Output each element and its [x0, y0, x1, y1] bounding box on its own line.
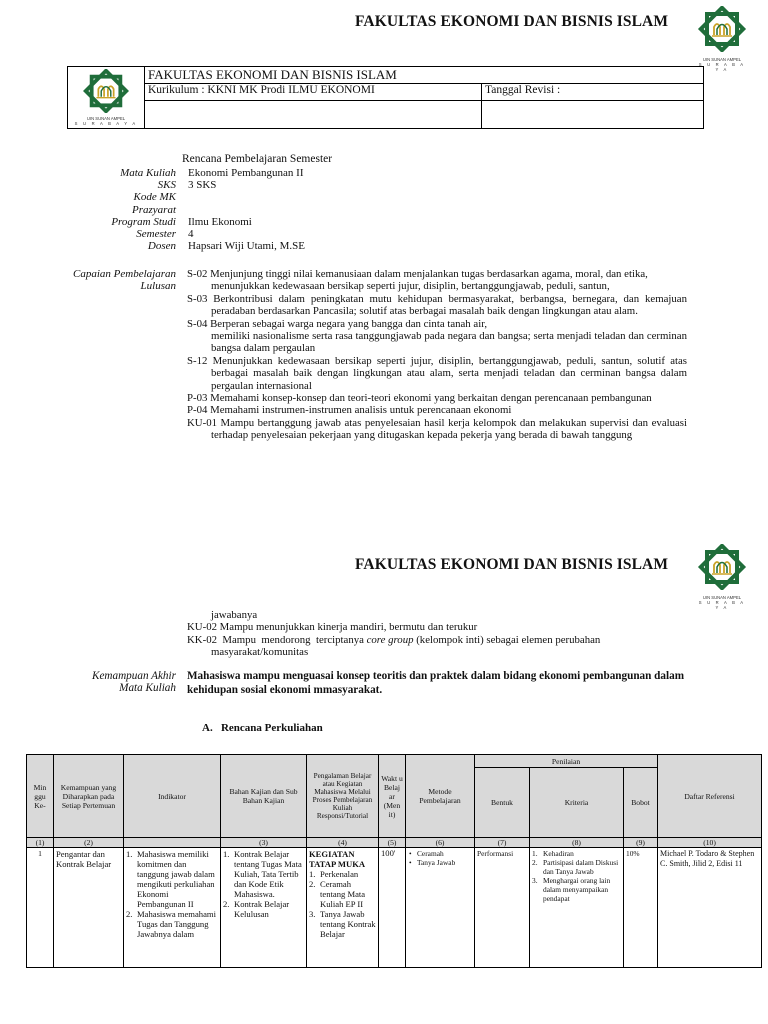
- logo-caption-city: S U R A B A Y A: [74, 121, 138, 126]
- col-number: (4): [307, 838, 379, 848]
- identity-logo-cell: [68, 67, 145, 129]
- col-penilaian: Penilaian: [475, 755, 658, 768]
- list-item: • Ceramah: [409, 849, 444, 858]
- col-bahan: Bahan Kajian dan Sub Bahan Kajian: [221, 755, 307, 838]
- col-metode: Metode Pembelajaran: [406, 755, 475, 838]
- col-number: (6): [406, 838, 475, 848]
- kriteria-text: Kehadiran: [543, 849, 574, 858]
- identity-table: [67, 66, 704, 129]
- cell-bobot: 10%: [624, 848, 658, 968]
- cpl-label-line1: Capaian Pembelajaran: [73, 268, 176, 280]
- university-logo-icon: [80, 69, 132, 113]
- rps-field-row: [60, 228, 300, 240]
- kam-label-line1: Kemampuan Akhir: [91, 670, 176, 682]
- col-number: (10): [658, 838, 762, 848]
- cpl-continued: [187, 609, 687, 659]
- university-logo-icon: [696, 544, 748, 590]
- list-item: 3. Tanya Jawab tentang Kontrak Belajar: [309, 909, 376, 939]
- logo-caption-city: S U R A B A Y A: [698, 62, 746, 72]
- kk02-italic: core group: [366, 633, 414, 646]
- rps-field-label: Dosen: [147, 240, 176, 253]
- logo-caption: UIN SUNAN AMPEL: [86, 116, 126, 121]
- rps-field-value: Hapsari Wiji Utami, M.SE: [188, 240, 305, 253]
- col-bentuk: Bentuk: [475, 768, 530, 838]
- rps-field-row: [60, 204, 300, 216]
- col-number: (7): [475, 838, 530, 848]
- rps-field-row: [60, 240, 305, 253]
- rps-fields: [60, 167, 305, 253]
- indikator-text: Mahasiswa memiliki komitmen dan tanggung jawab dalam mengikuti perkuliahan Ekonomi Pembangunan II: [137, 849, 215, 909]
- bahan-text: Kontrak Belajar Kelulusan: [234, 899, 290, 919]
- rps-field-label: Prazyarat: [132, 203, 176, 216]
- list-item: 1. Kontrak Belajar tentang Tugas Mata Kuliah, Tata Tertib dan Kode Etik Mahasiswa.: [223, 849, 302, 899]
- col-number: (2): [54, 838, 124, 848]
- cpl-item: KU-01 Mampu bertanggung jawab atas penyelesaian hasil kerja kelompok dan melakukan supervisi dan evaluasi terhadap penyelesaian pekerjaan yang ditugaskan kepada pekerja yang berada di bawah tanggung: [187, 416, 687, 442]
- list-item: 1. Mahasiswa memiliki komitmen dan tanggung jawab dalam mengikuti perkuliahan Ekonomi Pembangunan II: [126, 849, 215, 909]
- kk02-text: KK-02 Mampu mendorong terciptanya: [187, 633, 367, 646]
- rps-field-row: [60, 179, 300, 191]
- rps-field-value: Ilmu Ekonomi: [188, 215, 252, 228]
- kam-label: [40, 670, 176, 694]
- cell-pengalaman: [307, 848, 379, 968]
- cpl-item: memiliki nasionalisme serta rasa tanggungjawab pada negara dan bangsa; serta menjadi teladan dan cerminan bangsa dalam pergaulan: [211, 330, 687, 355]
- cpl-label: [40, 268, 176, 292]
- cell-bahan: [221, 848, 307, 968]
- kriteria-text: Partisipasi dalam Diskusi dan Tanya Jawab: [543, 858, 619, 876]
- metode-text: Ceramah: [417, 849, 444, 858]
- cell-referensi: Michael P. Todaro & Stephen C. Smith, Jilid 2, Edisi 11: [658, 848, 762, 968]
- cpl-item: S-02 Menjunjung tinggi nilai kemanusiaan dalam menjalankan tugas berdasarkan agama, moral, dan etika,: [187, 268, 648, 280]
- col-bobot: Bobot: [624, 768, 658, 838]
- bahan-text: Kontrak Belajar tentang Tugas Mata Kuliah, Tata Tertib dan Kode Etik Mahasiswa.: [234, 849, 302, 899]
- cell-indikator: [124, 848, 221, 968]
- rps-field-value: 3 SKS: [188, 179, 217, 192]
- cell-bentuk: Performansi: [475, 848, 530, 968]
- cpl-item: masyarakat/komunitas: [211, 646, 309, 659]
- rps-field-row: [60, 191, 300, 203]
- identity-tanggal-revisi: Tanggal Revisi :: [482, 84, 704, 101]
- list-item: 1. Perkenalan: [309, 869, 359, 879]
- identity-empty-cell: [145, 101, 482, 129]
- rps-field-row: [60, 216, 300, 228]
- rps-title: Rencana Pembelajaran Semester: [182, 153, 333, 165]
- col-number: (3): [221, 838, 307, 848]
- cell-minggu: 1: [27, 848, 54, 968]
- cell-metode: [406, 848, 475, 968]
- col-indikator: Indikator: [124, 755, 221, 838]
- col-number: (1): [27, 838, 54, 848]
- kam-text: Mahasiswa mampu menguasai konsep teoritis dan praktek dalam bidang ekonomi pembangunan dalam kehidupan sosial ekonomi mmasyarakat.: [187, 670, 685, 696]
- list-item: 3. Menghargai orang lain dalam menyampaikan pendapat: [532, 876, 611, 903]
- list-item: 2. Partisipasi dalam Diskusi dan Tanya Jawab: [532, 858, 619, 876]
- cell-waktu: 100': [379, 848, 406, 968]
- col-waktu: Wakt u Belaj ar (Men it): [379, 755, 406, 838]
- section-title: A. Rencana Perkuliahan: [202, 722, 323, 734]
- rps-field-value: 4: [188, 227, 194, 240]
- list-item: 2. Kontrak Belajar Kelulusan: [223, 899, 290, 919]
- cpl-item: [187, 634, 687, 646]
- list-item: 1. Kehadiran: [532, 849, 574, 858]
- logo-caption-city: S U R A B A Y A: [698, 600, 746, 610]
- metode-text: Tanya Jawab: [417, 858, 456, 867]
- university-logo-icon: [696, 6, 748, 52]
- cpl-item: KU-02 Mampu menunjukkan kinerja mandiri, bermutu dan terukur: [187, 621, 478, 634]
- page-header-title: FAKULTAS EKONOMI DAN BISNIS ISLAM: [355, 556, 669, 573]
- col-referensi: Daftar Referensi: [658, 755, 762, 838]
- cell-kriteria: [530, 848, 624, 968]
- cpl-item: P-04 Memahami instrumen-instrumen analisis untuk perencanaan ekonomi: [187, 404, 512, 417]
- cpl-item: S-04 Berperan sebagai warga negara yang bangga dan cinta tanah air,: [187, 317, 488, 330]
- page-header-title: FAKULTAS EKONOMI DAN BISNIS ISLAM: [355, 13, 669, 30]
- identity-faculty: FAKULTAS EKONOMI DAN BISNIS ISLAM: [145, 67, 704, 84]
- list-item: • Tanya Jawab: [409, 858, 456, 867]
- cpl-item: P-03 Memahami konsep-konsep dan teori-teori ekonomi yang berkaitan dengan perencanaan pembangunan: [187, 392, 652, 405]
- rps-field-label: Mata Kuliah: [120, 167, 176, 179]
- list-item: 2. Mahasiswa memahami Tugas dan Tanggung Jawabnya dalam: [126, 909, 216, 939]
- identity-kurikulum: Kurikulum : KKNI MK Prodi ILMU EKONOMI: [145, 84, 482, 101]
- pengalaman-title: KEGIATAN TATAP MUKA: [309, 849, 366, 869]
- header-logo: [696, 6, 748, 72]
- pengalaman-text: Perkenalan: [320, 869, 359, 879]
- col-number: (5): [379, 838, 406, 848]
- col-number: (8): [530, 838, 624, 848]
- logo-caption: UIN SUNAN AMPEL: [702, 595, 742, 600]
- col-kemampuan: Kemampuan yang Diharapkan pada Setiap Pertemuan: [54, 755, 124, 838]
- cpl-item: S-12 Menunjukkan kedewasaan bersikap seperti jujur, disiplin, bertanggungjawab, peduli, santun, solutif atas berbagai masalah baik dengan lingkungan atau alam, serta menjadi teladan dan cerminan bangsa dalam pergaulan internasional: [187, 354, 687, 392]
- table-row: [27, 848, 762, 968]
- list-item: 2. Ceramah tentang Mata Kuliah EP II: [309, 879, 366, 909]
- cpl-continued-text: jawabanya: [211, 609, 258, 621]
- rps-field-label: Semester: [136, 227, 176, 240]
- col-kriteria: Kriteria: [530, 768, 624, 838]
- identity-empty-cell: [482, 101, 704, 129]
- logo-caption: UIN SUNAN AMPEL: [702, 57, 742, 62]
- kk02-text-end: (kelompok inti) sebagai elemen perubahan: [413, 633, 601, 646]
- header-logo: [696, 544, 748, 610]
- plan-table: [26, 754, 762, 968]
- pengalaman-text: Ceramah tentang Mata Kuliah EP II: [320, 879, 366, 909]
- kam-label-line2: Mata Kuliah: [119, 682, 176, 695]
- col-minggu: Min ggu Ke-: [27, 755, 54, 838]
- rps-field-label: Kode MK: [133, 191, 176, 204]
- kriteria-text: Menghargai orang lain dalam menyampaikan pendapat: [543, 876, 611, 903]
- col-number: (9): [624, 838, 658, 848]
- cpl-label-line2: Lulusan: [140, 280, 176, 293]
- cpl-item: S-03 Berkontribusi dalam peningkatan mutu kehidupan bermasyarakat, berbangsa, bernegara, dan kemajuan peradaban berdasarkan Pancasila; solutif atas berbagai masalah baik dengan lingkungan atau alam.: [187, 292, 687, 318]
- rps-field-value: Ekonomi Pembangunan II: [188, 167, 304, 179]
- cell-kemampuan: Pengantar dan Kontrak Belajar: [54, 848, 124, 968]
- rps-field-label: SKS: [157, 179, 176, 192]
- rps-field-label: Program Studi: [111, 215, 176, 228]
- col-pengalaman: Pengalaman Belajar atau Kegiatan Mahasiswa Melalui Proses Pembelajaran Kuliah Responsi/Tutorial: [307, 755, 379, 838]
- cpl-item: menunjukkan kedewasaan bersikap seperti jujur, disiplin, bertanggungjawab, peduli, santun,: [211, 280, 610, 293]
- col-number: [124, 838, 221, 848]
- rps-field-row: [60, 167, 304, 179]
- cpl-list: [187, 268, 687, 442]
- indikator-text: Mahasiswa memahami Tugas dan Tanggung Jawabnya dalam: [137, 909, 216, 939]
- pengalaman-text: Tanya Jawab tentang Kontrak Belajar: [320, 909, 376, 939]
